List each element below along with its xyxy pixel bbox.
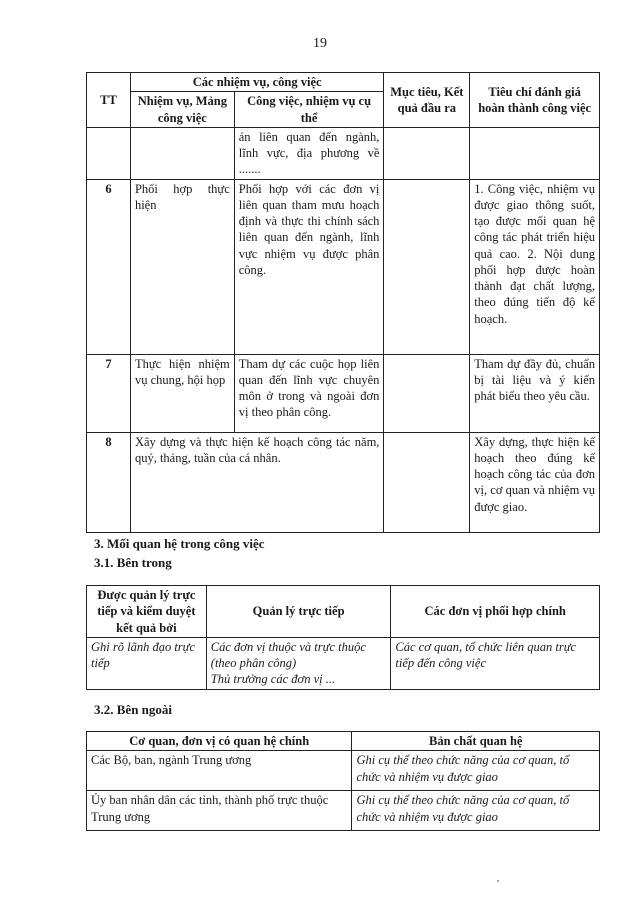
header-task: Công việc, nhiệm vụ cụ thể [234,92,384,128]
cell-relation-nature: Ghi cụ thể theo chức năng của cơ quan, tổ chức và nhiệm vụ được giao [352,791,600,831]
row-task: án liên quan đến ngành, lĩnh vực, địa phương về ....... [234,127,384,179]
table-row [87,751,600,791]
table-row [87,127,600,179]
header-criteria: Tiêu chí đánh giá hoàn thành công việc [470,73,600,128]
header-organization: Cơ quan, đơn vị có quan hệ chính [87,732,352,751]
header-goal: Mục tiêu, Kết quả đầu ra [384,73,470,128]
row-domain: Thực hiện nhiệm vụ chung, hội họp [130,354,234,432]
row-domain [130,127,234,179]
section-3-title: 3. Mối quan hệ trong công việc [94,536,265,551]
row-task: Xây dựng và thực hiện kế hoạch công tác năm, quý, tháng, tuần của cá nhân. [130,432,383,532]
table-row [87,637,600,689]
table-row [87,179,600,354]
row-criteria: Tham dự đầy đủ, chuẩn bị tài liệu và ý kiến phát biểu theo yêu cầu. [470,354,600,432]
row-criteria: Xây dựng, thực hiện kế hoạch theo đúng kế hoạch công tác của đơn vị, cơ quan và nhiệm vụ được giao. [470,432,600,532]
cell-organization: Ủy ban nhân dân các tỉnh, thành phố trực thuộc Trung ương [87,791,352,831]
header-direct-manage: Quản lý trực tiếp [206,586,391,638]
row-criteria [470,127,600,179]
cell-relation-nature: Ghi cụ thể theo chức năng của cơ quan, tổ chức và nhiệm vụ được giao [352,751,600,791]
table-row [87,354,600,432]
section-3-2-title: 3.2. Bên ngoài [94,702,173,717]
row-number: 8 [87,432,131,532]
scan-speck [497,880,499,882]
page-number: 19 [313,36,327,51]
tasks-table [86,72,600,533]
row-goal [384,179,470,354]
managed-units-heads: Thủ trưởng các đơn vị ... [210,672,336,687]
row-goal [384,354,470,432]
cell-coordinating: Các cơ quan, tổ chức liên quan trực tiếp đến công việc [391,637,600,689]
section-3-1-title: 3.1. Bên trong [94,555,172,570]
row-goal [384,432,470,532]
table-row [87,432,600,532]
row-number [87,127,131,179]
row-number: 7 [87,354,131,432]
cell-managed-units [206,637,391,689]
table-row [87,791,600,831]
header-relation-nature: Bản chất quan hệ [352,732,600,751]
row-domain: Phối hợp thực hiện [130,179,234,354]
external-relations-table [86,731,600,831]
row-task: Tham dự các cuộc họp liên quan đến lĩnh vực chuyên môn ở trong và ngoài đơn vị theo phân công. [234,354,384,432]
row-goal [384,127,470,179]
row-number: 6 [87,179,131,354]
row-task: Phối hợp với các đơn vị liên quan tham mưu hoạch định và thực thi chính sách liên quan đến ngành, lĩnh vực nhiệm vụ được phân công. [234,179,384,354]
header-coordinating-units: Các đơn vị phối hợp chính [391,586,600,638]
row-criteria: 1. Công việc, nhiệm vụ được giao thông suốt, tạo được mối quan hệ công tác phát triển hiệu quả cao. 2. Nội dung phối hợp được hoàn thành đạt chất lượng, theo đúng tiến độ kế hoạch. [470,179,600,354]
internal-relations-table [86,585,600,690]
cell-organization: Các Bộ, ban, ngành Trung ương [87,751,352,791]
cell-supervisor: Ghi rõ lãnh đạo trực tiếp [87,637,207,689]
header-task-group: Các nhiệm vụ, công việc [130,73,383,92]
managed-units-line: Các đơn vị thuộc và trực thuộc (theo phân công) [210,639,366,670]
header-supervised-by: Được quản lý trực tiếp và kiểm duyệt kết quả bởi [87,586,207,638]
header-tt: TT [87,73,131,128]
header-domain: Nhiệm vụ, Mảng công việc [130,92,234,128]
